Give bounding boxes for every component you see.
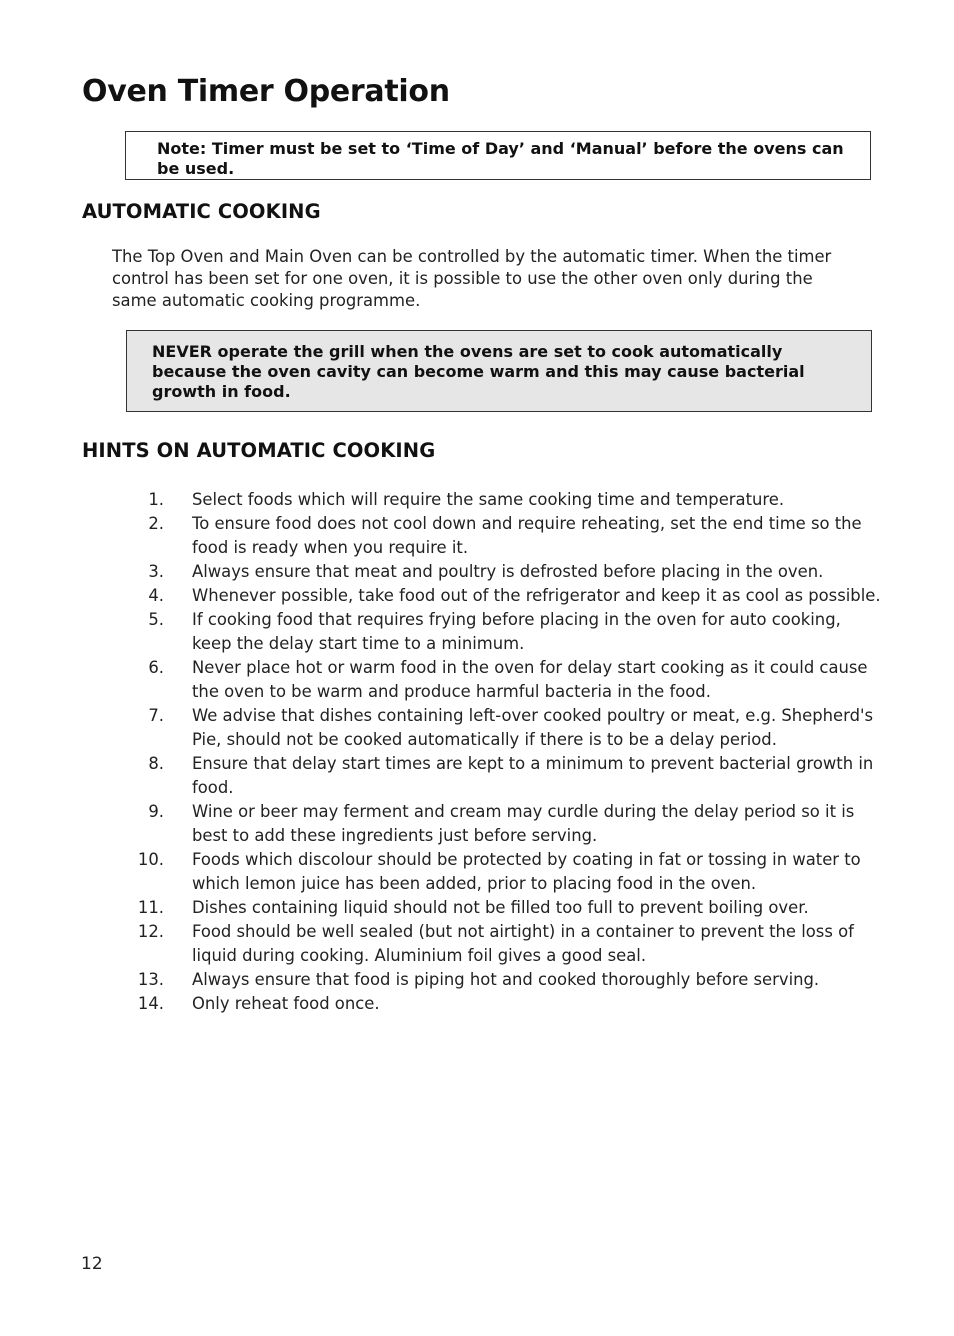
hint-item <box>0 848 882 896</box>
automatic-cooking-heading: AUTOMATIC COOKING <box>82 200 321 223</box>
page-number: 12 <box>81 1254 103 1274</box>
hint-item <box>0 896 882 920</box>
hint-item <box>0 968 882 992</box>
hint-number: 3. <box>148 562 164 581</box>
hint-text: Select foods which will require the same cooking time and temperature. <box>192 490 785 509</box>
hint-item <box>0 488 882 512</box>
hint-item <box>0 704 882 752</box>
hint-text: Always ensure that meat and poultry is defrosted before placing in the oven. <box>192 562 824 581</box>
hint-item <box>0 920 882 968</box>
hint-number: 8. <box>148 754 164 773</box>
hint-number: 7. <box>148 706 164 725</box>
hints-heading: HINTS ON AUTOMATIC COOKING <box>82 439 436 462</box>
hint-item <box>0 800 882 848</box>
hint-item <box>0 584 882 608</box>
hint-item <box>0 560 882 584</box>
hint-item <box>0 752 882 800</box>
hint-item <box>0 512 882 560</box>
hint-number: 4. <box>148 586 164 605</box>
page-title: Oven Timer Operation <box>82 74 450 109</box>
hints-list <box>0 488 954 1016</box>
hint-text: Dishes containing liquid should not be filled too full to prevent boiling over. <box>192 898 809 917</box>
hint-number: 10. <box>137 850 164 869</box>
hint-text: Food should be well sealed (but not airtight) in a container to prevent the loss of liquid during cooking. Aluminium foil gives a good seal. <box>192 922 854 965</box>
hint-text: If cooking food that requires frying before placing in the oven for auto cooking, keep the delay start time to a minimum. <box>192 610 841 653</box>
hint-text: Wine or beer may ferment and cream may curdle during the delay period so it is best to add these ingredients just before serving. <box>192 802 855 845</box>
hint-item <box>0 608 882 656</box>
hint-number: 6. <box>148 658 164 677</box>
hint-text: Never place hot or warm food in the oven for delay start cooking as it could cause the oven to be warm and produce harmful bacteria in the food. <box>192 658 868 701</box>
hint-number: 12. <box>137 922 164 941</box>
hint-number: 9. <box>148 802 164 821</box>
hint-number: 14. <box>137 994 164 1013</box>
automatic-cooking-intro: The Top Oven and Main Oven can be controlled by the automatic timer. When the timer control has been set for one oven, it is possible to use the other oven only during the same automatic cooking programme. <box>112 247 832 310</box>
hint-number: 2. <box>148 514 164 533</box>
hint-text: Foods which discolour should be protected by coating in fat or tossing in water to which lemon juice has been added, prior to placing food in the oven. <box>192 850 861 893</box>
hint-item <box>0 992 882 1016</box>
hint-text: Always ensure that food is piping hot and cooked thoroughly before serving. <box>192 970 820 989</box>
grill-warning: NEVER operate the grill when the ovens are set to cook automatically because the oven cavity can become warm and this may cause bacterial growth in food. <box>126 330 872 412</box>
hint-number: 5. <box>148 610 164 629</box>
timer-note: Note: Timer must be set to ‘Time of Day’ and ‘Manual’ before the ovens can be used. <box>125 131 871 180</box>
hint-number: 11. <box>137 898 164 917</box>
hint-number: 13. <box>137 970 164 989</box>
hint-number: 1. <box>148 490 164 509</box>
hint-text: Whenever possible, take food out of the refrigerator and keep it as cool as possible. <box>192 586 881 605</box>
hint-text: We advise that dishes containing left-over cooked poultry or meat, e.g. Shepherd's Pie, should not be cooked automatically if there is to be a delay period. <box>192 706 874 749</box>
hint-text: Ensure that delay start times are kept to a minimum to prevent bacterial growth in food. <box>192 754 874 797</box>
hint-text: To ensure food does not cool down and require reheating, set the end time so the food is ready when you require it. <box>192 514 862 557</box>
hint-text: Only reheat food once. <box>192 994 380 1013</box>
hint-item <box>0 656 882 704</box>
